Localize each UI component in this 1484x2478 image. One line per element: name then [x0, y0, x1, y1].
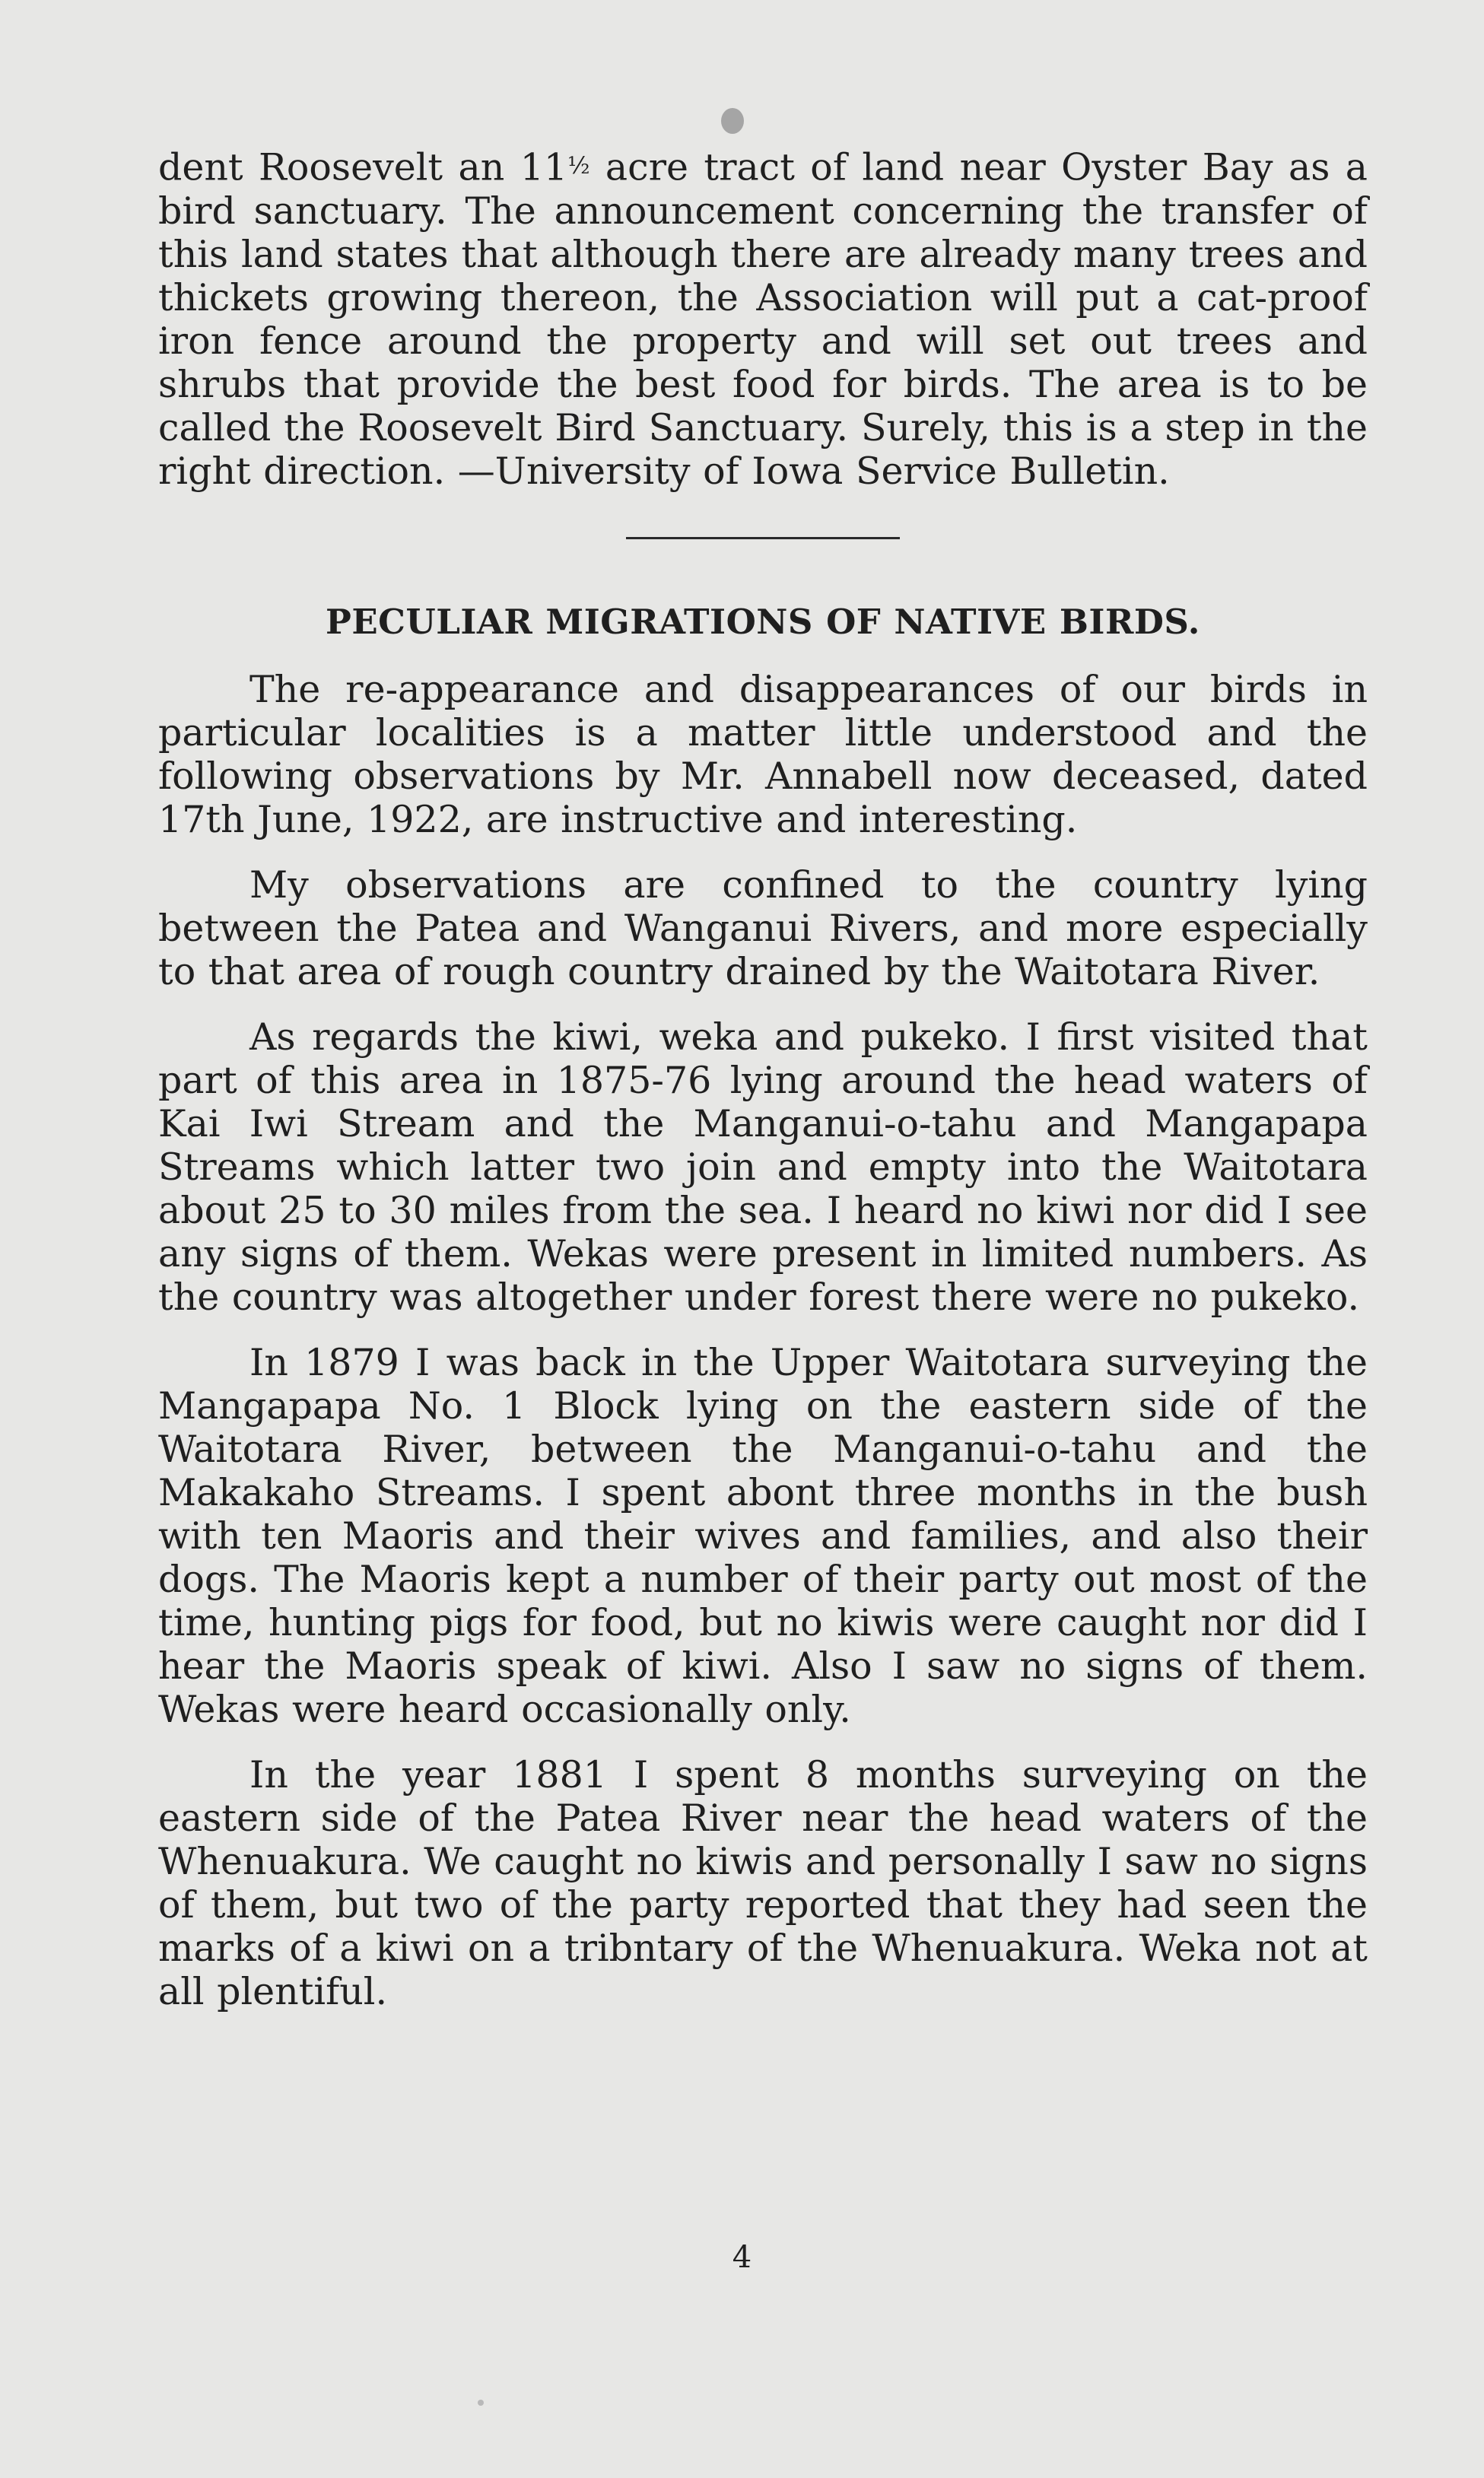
paper-speck	[721, 108, 744, 134]
fraction-half: ½	[567, 153, 590, 179]
section-heading: PECULIAR MIGRATIONS OF NATIVE BIRDS.	[326, 601, 1200, 642]
paper-speck	[478, 2400, 484, 2406]
section-divider	[626, 537, 900, 539]
body-paragraph: In the year 1881 I spent 8 months surveying on the eastern side of the Patea River near the head waters of the Whenuakura. We caught no kiwis and personally I saw no signs of them, but two of the party reported that they had seen the marks of a kiwi on a tribntary of the Whenuakura. Weka not at all plentiful.	[158, 1752, 1368, 2013]
paragraph-continued-text-rest: acre tract of land near Oyster Bay as a bird sanctuary. The announcement concerning the transfer of this land states that although there are already many trees and thickets growing thereon, the Association will put a cat-proof iron fence around the property and will set out trees and shrubs that provide the best food for birds. The area is to be called the Roosevelt Bird Sanctuary. Surely, this is a step in the right direction. —University of Iowa Service Bulletin.	[158, 145, 1368, 493]
paragraph-continued	[158, 145, 1368, 493]
body-paragraph: As regards the kiwi, weka and pukeko. I first visited that part of this area in 1875-76 lying around the head waters of Kai Iwi Stream and the Manganui-o-tahu and Mangapapa Streams which latter two join and empty into the Waitotara about 25 to 30 miles from the sea. I heard no kiwi nor did I see any signs of them. Wekas were present in limited numbers. As the country was altogether under forest there were no pukeko.	[158, 1015, 1368, 1319]
body-paragraph: In 1879 I was back in the Upper Waitotara surveying the Mangapapa No. 1 Block lying on the eastern side of the Waitotara River, between the Manganui-o-tahu and the Makakaho Streams. I spent abont three months in the bush with ten Maoris and their wives and families, and also their dogs. The Maoris kept a number of their party out most of the time, hunting pigs for food, but no kiwis were caught nor did I hear the Maoris speak of kiwi. Also I saw no signs of them. Wekas were heard occasionally only.	[158, 1340, 1368, 1731]
page-number: 4	[732, 2240, 752, 2275]
body-paragraph: The re-appearance and disappearances of our birds in particular localities is a matter little understood and the following observations by Mr. Annabell now deceased, dated 17th June, 1922, are instructive and interesting.	[158, 667, 1368, 841]
paragraph-continued-text-start: dent Roosevelt an 11	[158, 145, 568, 189]
document-page	[158, 145, 1368, 2013]
body-paragraph: My observations are confined to the country lying between the Patea and Wanganui Rivers, and more especially to that area of rough country drained by the Waitotara River.	[158, 863, 1368, 993]
